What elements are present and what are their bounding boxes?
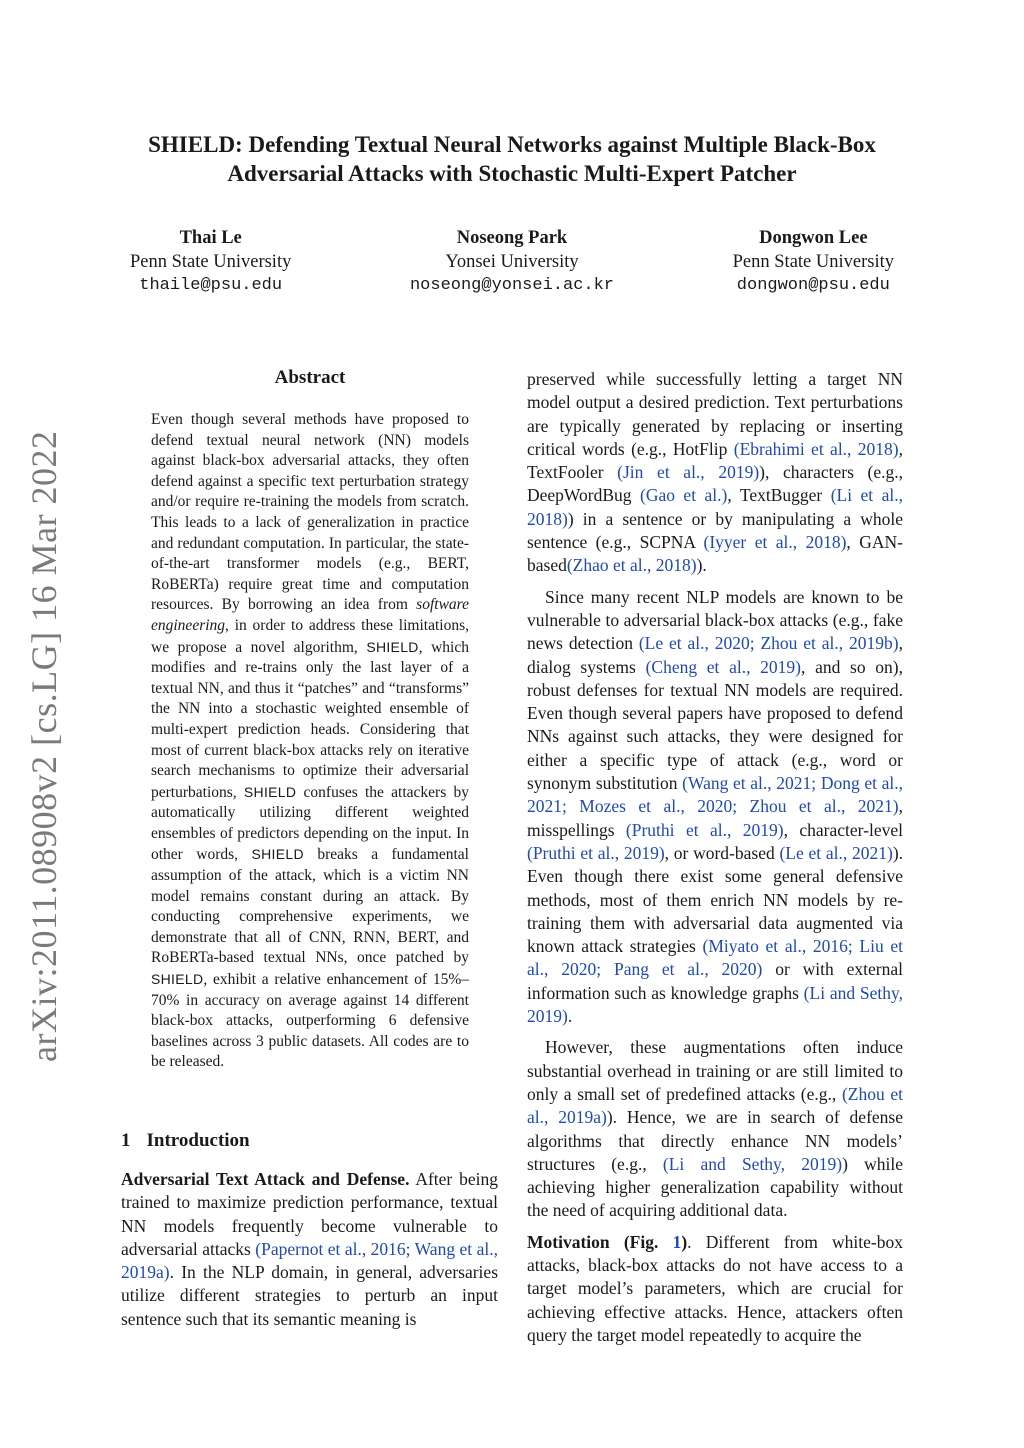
shield-name: SHIELD: [366, 638, 419, 655]
author-2: [410, 226, 614, 298]
author-affiliation: Penn State University: [732, 252, 894, 272]
paragraph-text: , GAN-based: [527, 532, 903, 576]
paragraph-text: , dialog systems: [527, 633, 903, 677]
abstract-text: , exhibit a relative enhancement of 15%–70% in accuracy on average against 14 different black-box attacks, outperforming 6 defensive baselines across 3 public datasets. All codes are to be released.: [151, 971, 469, 1071]
paragraph-text: ). Hence, we are in search of defense algorithms that directly enhance NN models’ structures (e.g.,: [527, 1107, 903, 1174]
paragraph-run-in-heading: Adversarial Text Attack and Defense.: [121, 1169, 410, 1189]
figure-reference-link[interactable]: 1: [672, 1231, 682, 1252]
arxiv-identifier: arXiv:2011.08908v2 [cs.LG] 16 Mar 2022: [24, 430, 64, 1062]
citation-link[interactable]: (Cheng et al., 2019): [645, 656, 802, 677]
section-title: Introduction: [146, 1130, 250, 1151]
paragraph-text: , TextFooler: [527, 438, 904, 483]
run-in-text: Motivation (Fig.: [527, 1231, 673, 1252]
author-affiliation: Yonsei University: [445, 252, 579, 272]
citation-link[interactable]: (Gao et al.): [640, 485, 728, 506]
paragraph-text: .: [567, 1006, 573, 1027]
shield-name: SHIELD: [151, 971, 204, 988]
paragraph-text: After being trained to maximize prediction performance, textual NN models frequently become vulnerable to adversarial attacks: [121, 1169, 498, 1259]
paragraph-run-in-heading: [527, 1232, 687, 1252]
introduction-paragraph: [121, 1168, 498, 1331]
paragraph-text: ).: [696, 555, 707, 576]
paragraph-text: , TextBugger: [727, 485, 831, 506]
shield-name: SHIELD: [243, 783, 297, 800]
paragraph-text: , or word-based: [664, 842, 780, 863]
author-name: Dongwon Lee: [759, 228, 868, 248]
paragraph-text: preserved while successfully letting a target NN model output a desired prediction. Text perturbations are typically generated by replacing or inserting critical words (e.g., HotFlip: [527, 369, 903, 459]
paragraph: [527, 586, 903, 1029]
citation-link[interactable]: (Pruthi et al., 2019): [625, 819, 784, 840]
paper-title: SHIELD: Defending Textual Neural Networks against Multiple Black-Box Adversarial Attacks with Stochastic Multi-Expert Patcher: [148, 132, 876, 186]
abstract-heading: Abstract: [274, 367, 346, 388]
abstract-text: Even though several methods have proposed to defend textual neural network (NN) models against black-box adversarial attacks, they often defend against a specific text perturbation strategy and/or require re-training the models from scratch. This leads to a lack of generalization in practice and redundant computation. In particular, the state-of-the-art transformer models (e.g., BERT, RoBERTa) require great time and computation resources. By borrowing an idea from: [151, 411, 469, 614]
section-number: 1: [121, 1130, 131, 1151]
citation-link[interactable]: (Li and Sethy, 2019): [527, 982, 903, 1027]
abstract-body: [151, 410, 469, 1073]
paragraph-text: ) in a sentence or by manipulating a whole sentence (e.g., SCPNA: [527, 508, 903, 553]
paragraph: [527, 368, 903, 578]
citation-link[interactable]: (Ebrahimi et al., 2018): [733, 438, 899, 459]
paragraph-text: . Different from white-box attacks, black-box attacks do not have access to a target model’s parameters, which are crucial for achieving effective attacks. Hence, attackers often query the target model repeatedly to acquire the: [527, 1231, 903, 1345]
right-column: [527, 368, 903, 1355]
paragraph: [527, 1231, 903, 1347]
paragraph-text: , misspellings: [527, 796, 903, 840]
citation-link[interactable]: (Miyato et al., 2016; Liu et al., 2020; Pang et al., 2020): [527, 936, 903, 980]
author-block: [130, 226, 894, 298]
abstract-text: confuses the attackers by automatically utilizing different weighted ensembles of predictors depending on the input. In other words,: [151, 783, 469, 864]
run-in-text: ): [681, 1231, 688, 1252]
citation-link[interactable]: (Zhou et al., 2019a): [527, 1083, 903, 1128]
abstract-text: , in order to address these limitations, we propose a novel algorithm,: [151, 616, 469, 656]
author-email: dongwon@psu.edu: [736, 276, 890, 295]
citation-link[interactable]: (Le et al., 2021): [779, 842, 893, 863]
paragraph-text: ). Even though there exist some general defensive methods, most of them enrich NN models by re-training them with adversarial data augmented via known attack strategies: [527, 842, 904, 957]
paragraph-text: , and so on), robust defenses for textual NN models are required. Even though several papers have proposed to defend NNs against such attacks, they were designed for either a specific type of attack (e.g., word or synonym substitution: [527, 656, 904, 794]
paragraph-text: . In the NLP domain, in general, adversaries utilize different strategies to perturb an input sentence such that its semantic meaning is: [121, 1262, 498, 1329]
author-1: [130, 226, 291, 298]
citation-link[interactable]: (Papernot et al., 2016; Wang et al., 2019a): [121, 1238, 498, 1283]
citation-link[interactable]: (Wang et al., 2021; Dong et al., 2021; Mozes et al., 2020; Zhou et al., 2021): [527, 773, 904, 817]
paragraph-text: However, these augmentations often induce substantial overhead in training or are still limited to only a small set of predefined attacks (e.g.,: [527, 1037, 903, 1104]
paragraph-text: Since many recent NLP models are known to be vulnerable to adversarial black-box attacks (e.g., fake news detection: [527, 586, 903, 654]
author-email: noseong@yonsei.ac.kr: [409, 276, 615, 295]
citation-link[interactable]: (Li and Sethy, 2019): [662, 1153, 843, 1174]
author-name: Thai Le: [179, 228, 242, 248]
paragraph-text: , character-level: [783, 819, 903, 840]
abstract-text: , which modifies and re-trains only the last layer of a textual NN, and thus it “patches” and “transforms” the NN into a stochastic weighted ensemble of multi-expert prediction heads. Considering that most of current black-box attacks rely on iterative search mechanisms to optimize their adversarial perturbations,: [151, 638, 469, 801]
author-3: [733, 226, 894, 298]
citation-link[interactable]: (Jin et al., 2019): [617, 462, 760, 483]
citation-link[interactable]: (Li et al., 2018): [527, 485, 903, 529]
paragraph-text: or with external information such as knowledge graphs: [527, 959, 903, 1003]
citation-link[interactable]: (Iyyer et al., 2018): [703, 532, 847, 553]
paragraph-text: ) while achieving higher generalization capability without the need of acquiring additional data.: [527, 1153, 903, 1221]
citation-link[interactable]: (Pruthi et al., 2019): [527, 842, 665, 863]
section-heading-introduction: [121, 1130, 250, 1152]
citation-link[interactable]: (Zhao et al., 2018): [566, 555, 697, 576]
abstract-text: breaks a fundamental assumption of the attack, which is a victim NN model remains constant during an attack. By conducting comprehensive experiments, we demonstrate that all of CNN, RNN, BERT, and RoBERTa-based textual NNs, once patched by: [151, 846, 469, 967]
shield-name: SHIELD: [251, 846, 304, 863]
author-name: Noseong Park: [456, 228, 568, 248]
paragraph-text: ), characters (e.g., DeepWordBug: [527, 462, 903, 506]
paragraph: [527, 1036, 903, 1222]
author-email: thaile@psu.edu: [139, 276, 283, 295]
abstract-emphasis: software engineering: [151, 596, 469, 634]
citation-link[interactable]: (Le et al., 2020; Zhou et al., 2019b): [638, 633, 899, 654]
author-affiliation: Penn State University: [130, 252, 292, 272]
